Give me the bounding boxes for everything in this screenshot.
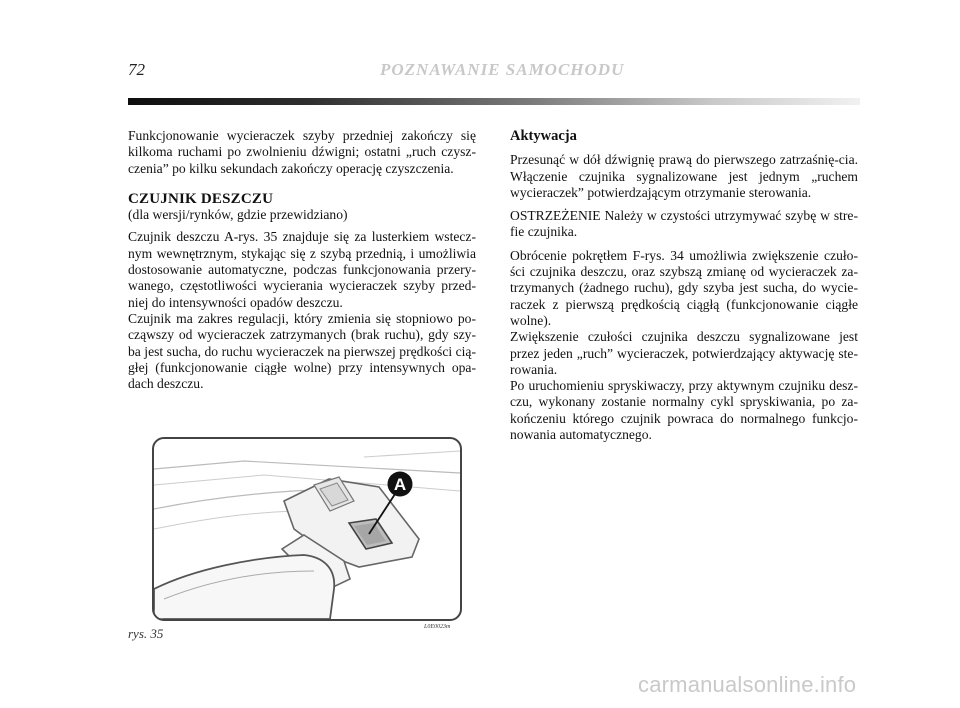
washer-paragraph: Po uruchomieniu spryskiwaczy, przy aktywnym czujniku desz-czu, wykonany zostanie normalny cykl spryskiwania, po za-kończeniu którego czujnik powraca do normalnego funkcjo-nowania automatycznego.: [510, 378, 858, 443]
sensitivity-signal-paragraph: Zwiększenie czułości czujnika deszczu sygnalizowane jest przez jeden „ruch” wycieraczek, potwierdzający aktywację ste-rowania.: [510, 329, 858, 377]
right-column: [510, 128, 858, 450]
intro-paragraph: Funkcjonowanie wycieraczek szyby przedniej zakończy się kilkoma ruchami po zwolnieniu dźwigni; ostatni „ruch czysz-czenia” po kilku sekundach zakończy operację czyszczenia.: [128, 128, 476, 176]
header-rule: [128, 98, 860, 105]
sensor-paragraph-2: Czujnik ma zakres regulacji, który zmienia się stopniowo po-cząwszy od wycieraczek zatrzymanych (brak ruchu), gdy szy-ba jest sucha, do ruchu wycieraczek na pierwszej prędkości cią-głej (funkcjonowanie ciągłe wolne) przy intensywnych opa-dach deszczu.: [128, 310, 476, 392]
figure-code: L0E0023m: [424, 624, 451, 630]
running-header: POZNAWANIE SAMOCHODU: [380, 60, 625, 79]
section-heading: CZUJNIK DESZCZU: [128, 190, 274, 207]
page-number: 72: [128, 60, 145, 79]
sensor-paragraph-1: Czujnik deszczu A-rys. 35 znajduje się za lusterkiem wstecz-nym wewnętrznym, stykając się z szybą przednią, i umożliwia dostosowanie automatyczne, podczas funkcjonowania przery-wanego, częstotliwości wycierania wycieraczek szyby przed-niej do intensywności opadów deszczu.: [128, 229, 476, 310]
figure-caption: rys. 35: [128, 626, 164, 641]
left-column: [128, 128, 476, 399]
rain-sensor-illustration: [154, 439, 460, 619]
warning-paragraph: OSTRZEŻENIE Należy w czystości utrzymywać szybę w stre-fie czujnika.: [510, 208, 858, 240]
callout-a-label: A: [393, 475, 407, 494]
activation-paragraph: Przesunąć w dół dźwignię prawą do pierwszego zatrzaśnię-cia. Włączenie czujnika sygnalizowane jest jednym „ruchem wycieraczek” potwierdzającym otrzymanie sterowania.: [510, 152, 858, 200]
rain-sensor-figure: [152, 437, 462, 621]
watermark: carmanualsonline.info: [638, 672, 857, 697]
sensitivity-paragraph: Obrócenie pokrętłem F-rys. 34 umożliwia zwiększenie czuło-ści czujnika deszczu, oraz szybszą zmianę od wycieraczek za-trzymanych (żadnego ruchu), gdy szyba jest sucha, do wycie-raczek z pierwszą prędkością ciągłą (funkcjonowanie ciągłe wolne).: [510, 247, 858, 328]
activation-heading: Aktywacja: [510, 128, 577, 144]
section-subheading: (dla wersji/rynków, gdzie przewidziano): [128, 207, 348, 223]
